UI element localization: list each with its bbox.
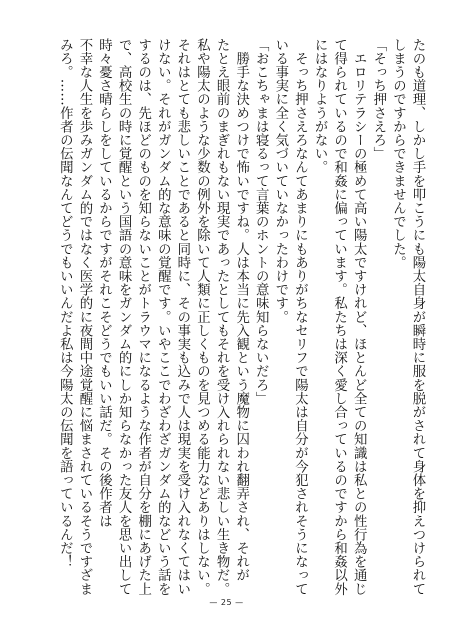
text-line: にはなりようがない。 bbox=[312, 38, 328, 174]
text-line: 「おこちゃまは寝るって言葉のホントの意味知らないだろ」 bbox=[253, 38, 269, 406]
text-line: エロリテラシーの極めて高い陽太ですけれど、ほとんど全ての知識は私との性行為を通じ bbox=[351, 38, 367, 596]
body-text bbox=[21, 38, 427, 606]
text-line: 時々憂さ晴らしをしているからですがそれこそどうでもいい話だ。その後作者は bbox=[96, 38, 112, 528]
text-line: て得られているので和姦に偏っています。私たちは深く愛し合っているのですから和姦以外 bbox=[331, 38, 347, 596]
text-line: いる事実に全く気づいていなかったわけです。 bbox=[272, 38, 288, 324]
text-line: そっち押さえろなんてあまりにもありがちなセリフで陽太は自分が今犯されそうになって bbox=[292, 38, 308, 596]
text-line: たのも道理、しかし手を叩こうにも陽太自身が瞬時に服を脱がされて身体を抑えつけられて bbox=[410, 38, 425, 596]
text-line: それはとても悲しいことであると同時に、その事実も込みで人は現実を受け入れなくてはい bbox=[174, 38, 190, 596]
text-line: みろ。……作者の伝聞なんてどうでもいいんだよ私は今陽太の伝聞を語っているんだ！ bbox=[57, 38, 73, 569]
text-line: で、高校生の時に覚醒という国語の意味をガンダム的にしか知らなかった友人を思い出して bbox=[116, 38, 132, 596]
text-line: しまうのですからできませんでした。 bbox=[390, 38, 406, 270]
text-line: 私や陽太のような少数の例外を除いて人類に正しくものを見つめる能力などありはしない。 bbox=[194, 38, 210, 596]
text-line: 不幸な人生を歩みガンダム的ではなく医学的に夜間中途覚醒に悩まされているそうですざま bbox=[76, 38, 92, 596]
text-line: 「そっち押さえろ」 bbox=[370, 38, 386, 161]
text-line: けない。それがガンダム的な意味の覚醒です。いやここでわざわざガンダム的などいう話を bbox=[155, 38, 171, 596]
text-line: たとえ眼前のまぎれもない現実であったとしてもそれを受け入れられない悲しい生き物だ。 bbox=[214, 38, 230, 596]
text-line: するのは、先ほどのものを知らないことがトラウマになるような作者が自分を棚にあげた上 bbox=[135, 38, 151, 596]
text-line: 勝手な決めつけで怖いですね。人は本当に先入観という魔物に囚われ翻弄され、それが bbox=[233, 38, 249, 582]
page-number: — 25 — bbox=[209, 598, 244, 607]
